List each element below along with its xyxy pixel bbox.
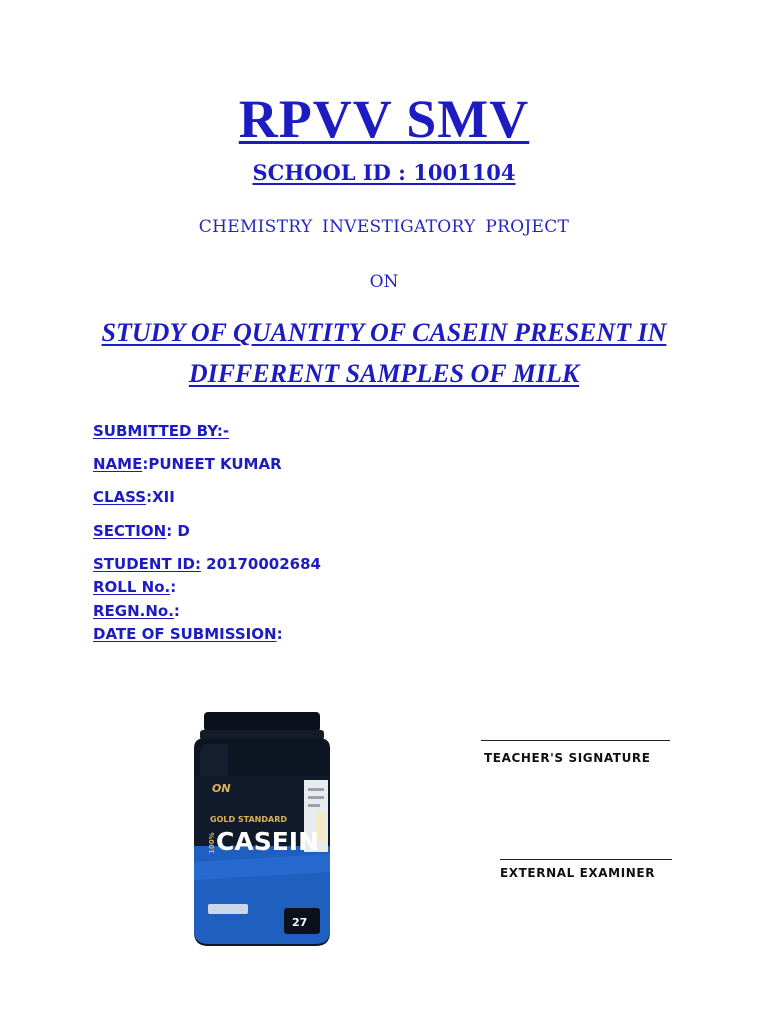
casein-jar-image: [188, 712, 336, 948]
project-title-line-2: DIFFERENT SAMPLES OF MILK: [188, 359, 580, 388]
name-row: [93, 455, 282, 473]
teacher-signature-label: TEACHER'S SIGNATURE: [484, 751, 651, 765]
submitted-by-label: SUBMITTED BY:-: [93, 422, 230, 440]
regn-value: :: [173, 602, 180, 620]
section-label: SECTION: [93, 522, 167, 540]
date-value: :: [276, 625, 283, 643]
name-label: NAME: [93, 455, 143, 473]
product-name-text: CASEIN: [216, 827, 320, 856]
external-examiner-label: EXTERNAL EXAMINER: [500, 866, 656, 880]
school-id: SCHOOL ID : 1001104: [252, 160, 516, 185]
regn-row: [93, 602, 180, 620]
external-examiner-line: [500, 859, 672, 860]
section-row: [93, 522, 190, 540]
project-type: CHEMISTRY INVESTIGATORY PROJECT: [198, 217, 570, 237]
section-value: : D: [166, 522, 190, 540]
brand-logo-text: ON: [212, 782, 231, 795]
class-row: [93, 488, 175, 506]
school-name: RPVV SMV: [238, 89, 530, 149]
student-id-value: 20170002684: [200, 555, 321, 573]
teacher-signature-line: [481, 740, 670, 741]
product-line-text: GOLD STANDARD: [210, 815, 288, 824]
product-percent-text: 100%: [208, 832, 216, 854]
regn-label: REGN.No.: [93, 602, 174, 620]
class-value: :XII: [146, 488, 175, 506]
servings-badge-text: 27: [292, 916, 308, 929]
name-value: :PUNEET KUMAR: [142, 455, 282, 473]
class-label: CLASS: [93, 488, 147, 506]
student-id-row: [93, 555, 321, 573]
date-row: [93, 625, 283, 643]
project-title-line-1: STUDY OF QUANTITY OF CASEIN PRESENT IN: [101, 318, 667, 347]
student-id-label: STUDENT ID:: [93, 555, 201, 573]
roll-label: ROLL No.: [93, 578, 171, 596]
submitted-by-heading: [93, 422, 229, 440]
on-word: ON: [369, 272, 399, 292]
date-label: DATE OF SUBMISSION: [93, 625, 277, 643]
roll-value: :: [170, 578, 177, 596]
roll-row: [93, 578, 176, 596]
